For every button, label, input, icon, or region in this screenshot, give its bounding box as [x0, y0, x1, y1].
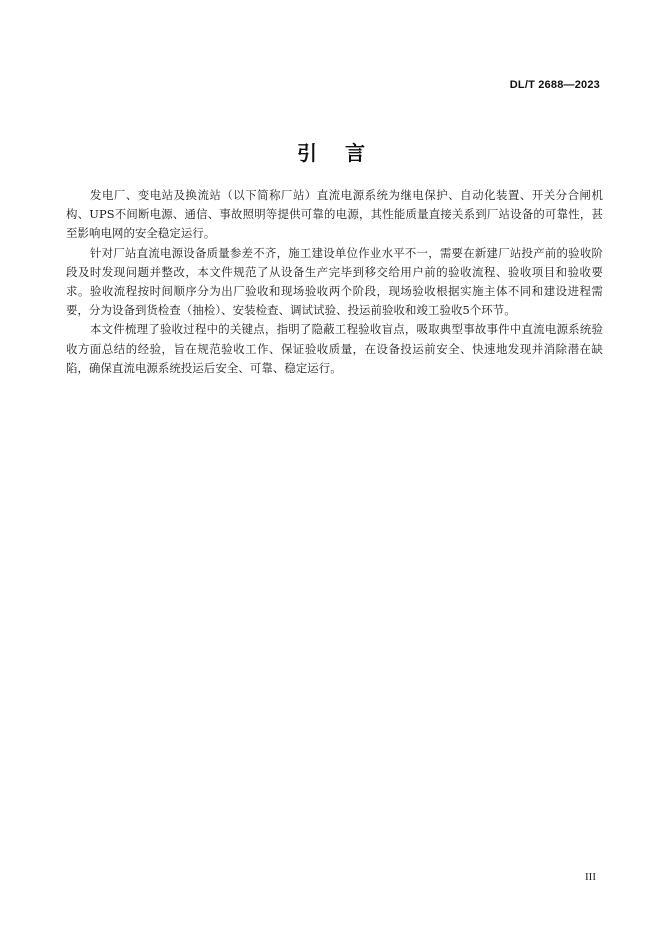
- page-title: 引言: [297, 141, 393, 165]
- paragraph-1: 发电厂、变电站及换流站（以下简称厂站）直流电源系统为继电保护、自动化装置、开关分合闸机构、UPS不间断电源、通信、事故照明等提供可靠的电源，其性能质量直接关系到厂站设备的可靠性，甚至影响电网的安全稳定运行。: [66, 188, 603, 241]
- document-code: DL/T 2688—2023: [509, 79, 600, 91]
- page-number: III: [585, 871, 596, 883]
- paragraph-3: 本文件梳理了验收过程中的关键点，指明了隐蔽工程验收盲点，吸取典型事故事件中直流电源系统验收方面总结的经验，旨在规范验收工作、保证验收质量，在设备投运前安全、快速地发现并消除潜在缺陷，确保直流电源系统投运后安全、可靠、稳定运行。: [66, 322, 603, 375]
- body-text: [66, 186, 603, 378]
- paragraph-2: 针对厂站直流电源设备质量参差不齐，施工建设单位作业水平不一，需要在新建厂站投产前的验收阶段及时发现问题并整改，本文件规范了从设备生产完毕到移交给用户前的验收流程、验收项目和验收要求。验收流程按时间顺序分为出厂验收和现场验收两个阶段，现场验收根据实施主体不同和建设进程需要，分为设备到货检查（抽检）、安装检查、调试试验、投运前验收和竣工验收5个环节。: [66, 245, 603, 318]
